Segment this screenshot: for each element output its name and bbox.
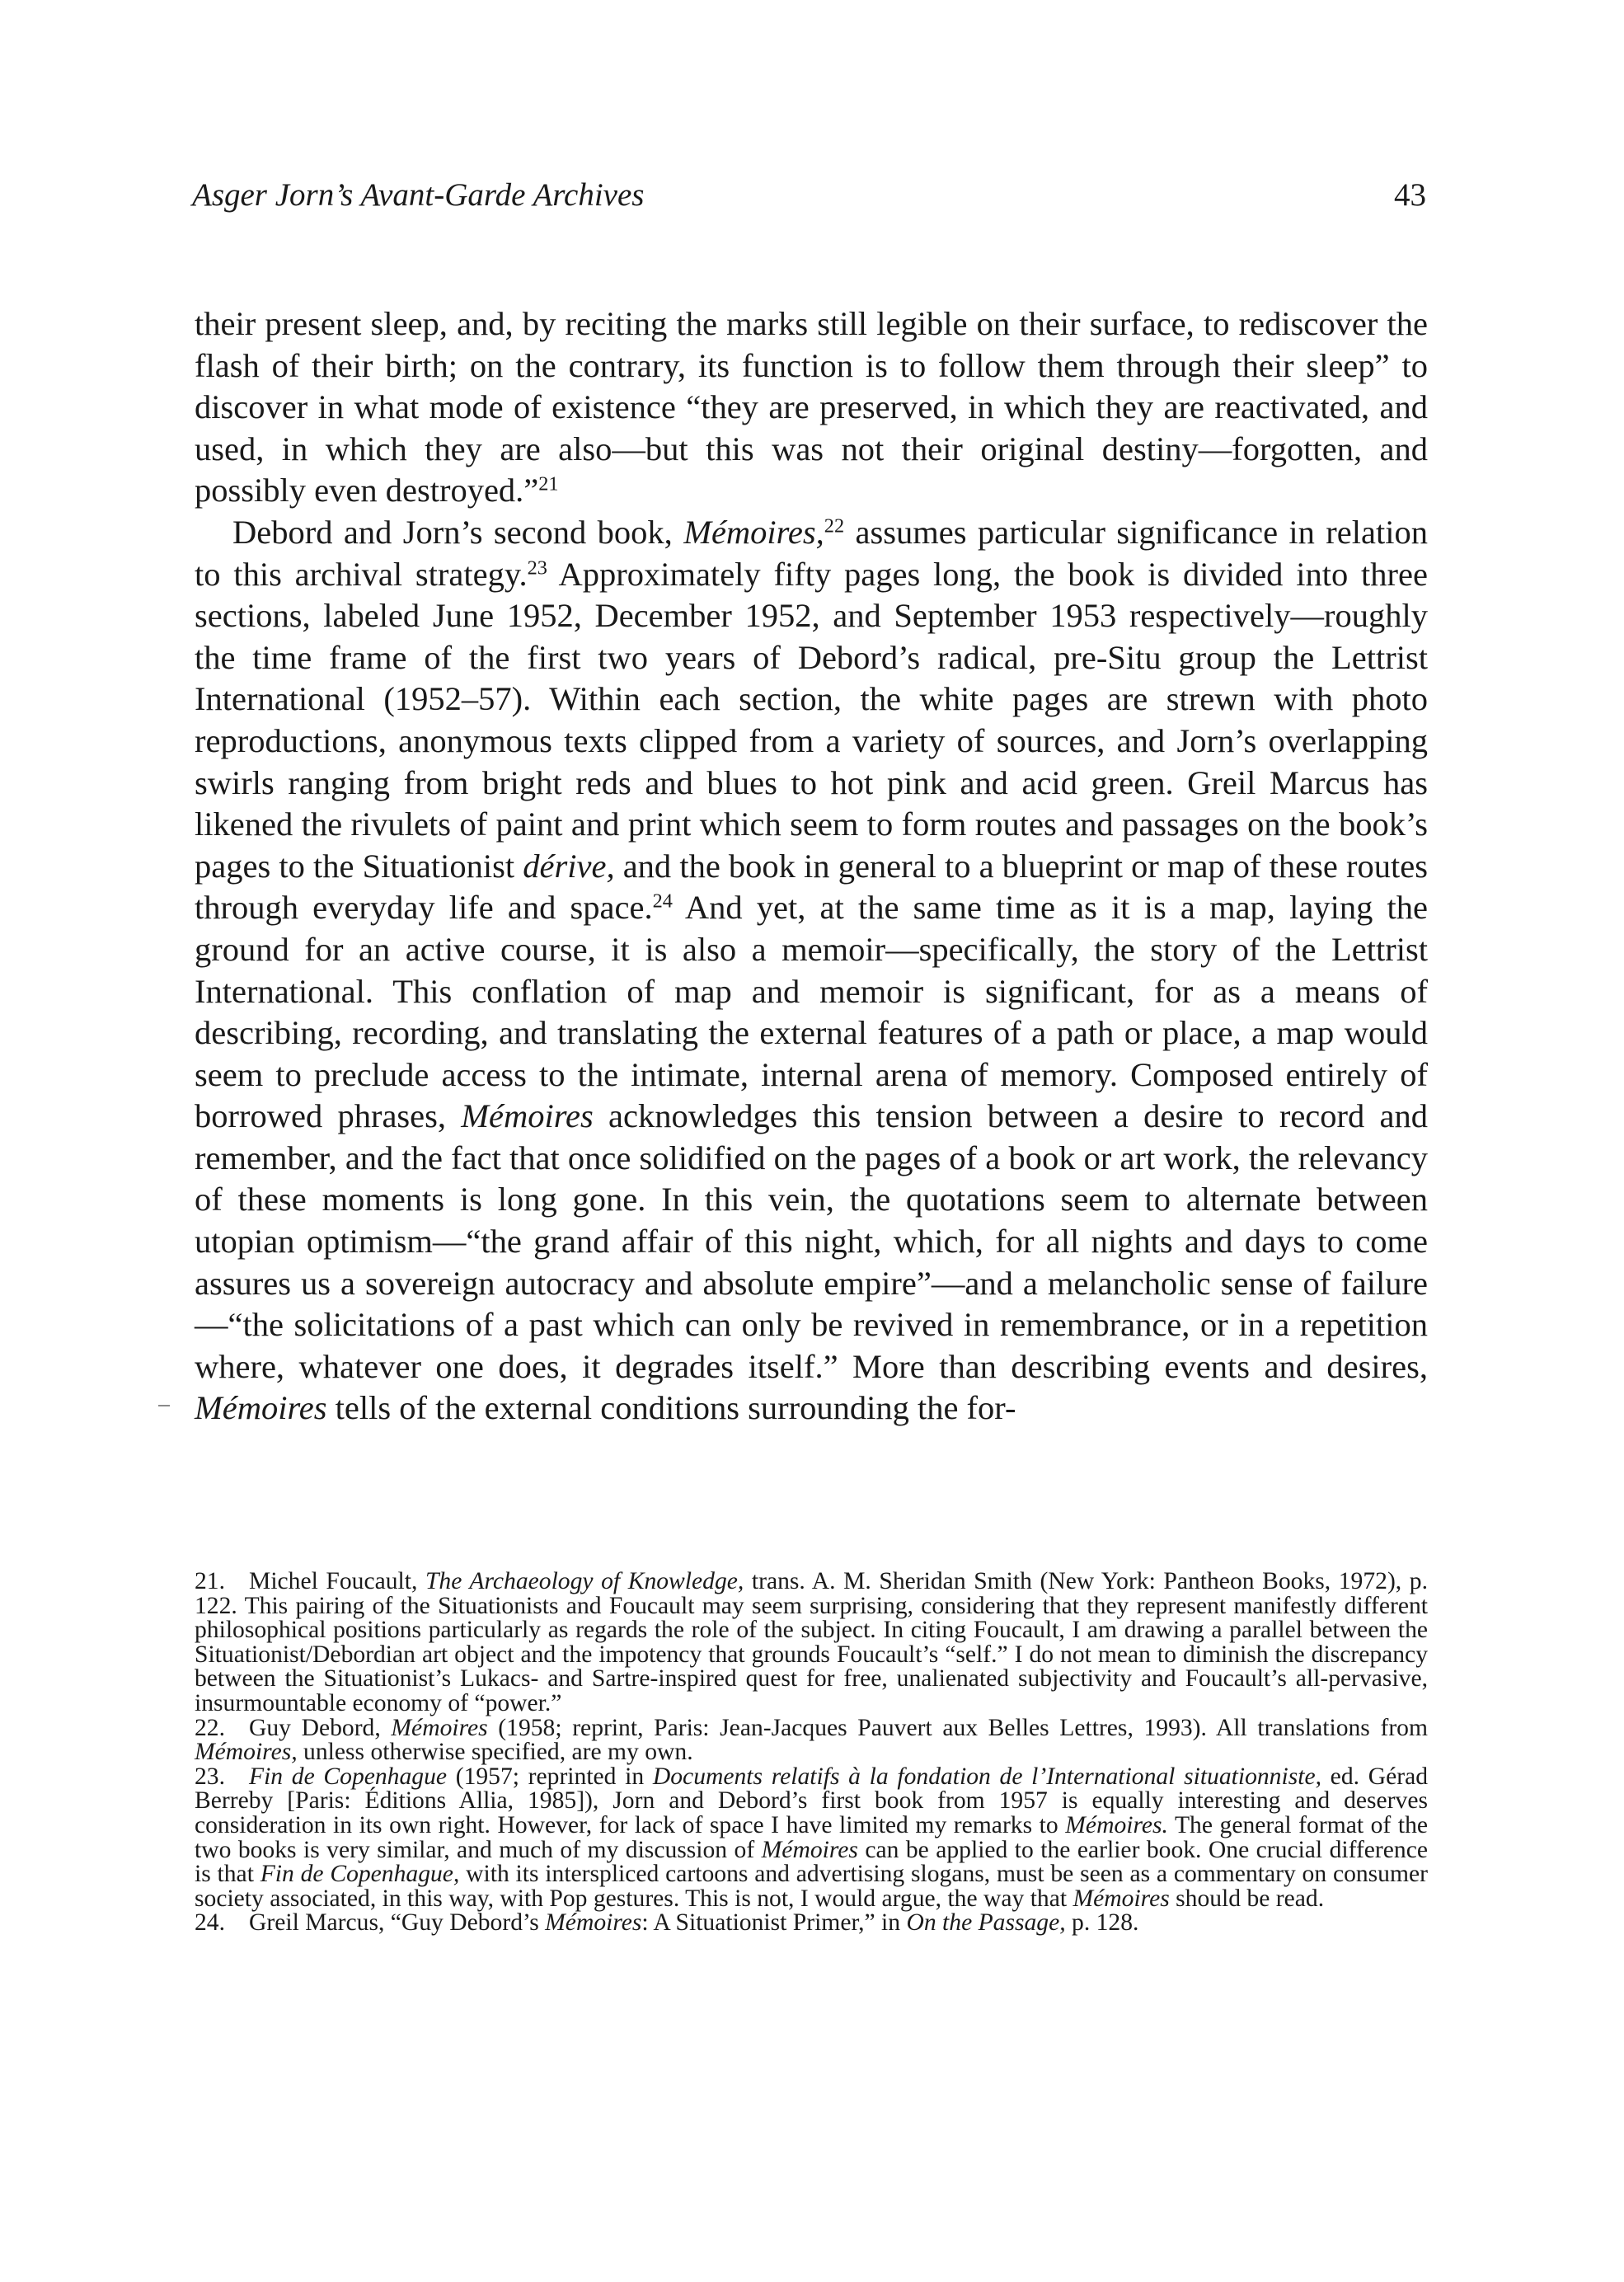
note-text: Guy Debord,: [249, 1714, 392, 1741]
note-italic: Documents relatifs à la fondation de l’International situationniste,: [652, 1763, 1321, 1790]
note-text: Michel Foucault,: [249, 1568, 425, 1594]
text-run: their present sleep, and, by reciting the marks still legible on their surface, to rediscover the flash of their birth; on the contrary, its function is to follow them through their sleep” to discover in what mode of existence “they are preserved, in which they are reactivated, and used, in which they are also—but this was not their original destiny—forgotten, and possibly even destroyed.”: [195, 305, 1428, 509]
italic-term: dérive,: [523, 847, 615, 885]
main-text: [195, 303, 1428, 1430]
footnote-21: [195, 1570, 1428, 1716]
text-run: Debord and Jorn’s second book,: [232, 513, 684, 551]
note-italic: Mémoires.: [1065, 1811, 1168, 1838]
footnotes: [195, 1570, 1428, 1936]
running-title: Asger Jorn’s Avant-Garde Archives: [192, 177, 645, 213]
note-italic: Fin de Copenhague,: [260, 1861, 460, 1888]
note-text: with its interspliced cartoons and advertising slogans, must be seen as a commentary on consumer society associated, in this way, with Pop gestures. This is not, I would argue, the way that: [195, 1861, 1428, 1912]
footnote-22: [195, 1716, 1428, 1765]
note-text: p. 128.: [1065, 1909, 1139, 1937]
note-text: trans. A. M. Sheridan Smith (New York: Pantheon Books, 1972), p. 122. This pairing of the Situationists and Foucault may seem surprising, considering that they represent manifestly different philosophical positions particularly as regards the role of the subject. In citing Foucault, I am drawing a parallel between the Situationist/Debordian art object and the impotency that grounds Foucault’s “self.” I do not mean to diminish the discrepancy between the Situationist’s Lukacs- and Sartre-inspired quest for free, unalienated subjectivity and Foucault’s all-pervasive, insurmountable economy of “power.”: [195, 1568, 1428, 1716]
footnote-ref-21: 21: [538, 473, 559, 496]
footnote-number: 22.: [195, 1714, 225, 1741]
note-italic: Mémoires,: [195, 1739, 298, 1766]
note-italic: Mémoires: [391, 1714, 488, 1741]
note-italic: Fin de Copenhague: [249, 1763, 448, 1790]
note-italic: Mémoires: [1072, 1885, 1170, 1912]
note-text: unless otherwise specified, are my own.: [297, 1739, 693, 1766]
note-text: : A Situationist Primer,” in: [641, 1909, 907, 1937]
page-number: 43: [1394, 177, 1426, 213]
running-head: [192, 176, 1426, 214]
note-italic: On the Passage,: [906, 1909, 1066, 1937]
note-text: ed. Gérad Berreby [Paris: Éditions Allia, 1985]), Jorn and Debord’s first book from 1957 is equally interesting and deserves consideration in its own right. However, for lack of space I have limited my remarks to: [195, 1763, 1428, 1838]
note-italic: The Archaeology of Knowledge,: [425, 1568, 744, 1594]
italic-title: Mémoires: [195, 1389, 327, 1427]
text-run: assumes particular significance in relation to this archival strategy.: [195, 513, 1428, 593]
footnote-ref-23: 23: [527, 556, 547, 580]
note-italic: Mémoires: [761, 1836, 858, 1863]
paragraph-1: [195, 303, 1428, 512]
note-text: (1958; reprint, Paris: Jean-Jacques Pauvert aux Belles Lettres, 1993). All translations from: [487, 1714, 1428, 1741]
paragraph-2: [195, 512, 1428, 1430]
footnote-24: [195, 1911, 1428, 1936]
text-run: And yet, at the same time as it is a map, laying the ground for an active course, it is also a memoir—specifically, the story of the Lettrist International. This conflation of map and memoir is significant, for as a means of describing, recording, and translating the external features of a path or place, a map would seem to preclude access to the intimate, internal arena of memory. Composed entirely of borrowed phrases,: [195, 889, 1428, 1135]
italic-title: Mémoires,: [683, 513, 824, 551]
note-italic: Mémoires: [545, 1909, 642, 1937]
margin-mark: [158, 1405, 170, 1406]
note-text: can be applied to the earlier book. One crucial difference is that: [195, 1836, 1428, 1888]
footnote-number: 24.: [195, 1909, 225, 1937]
note-text: should be read.: [1169, 1885, 1325, 1912]
note-text: Greil Marcus, “Guy Debord’s: [249, 1909, 546, 1937]
footnote-number: 21.: [195, 1568, 225, 1594]
text-run: tells of the external conditions surrounding the for-: [326, 1389, 1016, 1427]
footnote-ref-22: 22: [824, 514, 845, 538]
italic-title: Mémoires: [461, 1097, 594, 1135]
text-run: Approximately fifty pages long, the book is divided into three sections, labeled June 1952, December 1952, and September 1953 respectively—roughly the time frame of the first two years of Debord’s radical, pre-Situ group the Lettrist International (1952–57). Within each section, the white pages are strewn with photo reproductions, anonymous texts clipped from a variety of sources, and Jorn’s overlapping swirls ranging from bright reds and blues to hot pink and acid green. Greil Marcus has likened the rivulets of paint and print which seem to form routes and passages on the book’s pages to the Situationist: [195, 555, 1428, 885]
note-text: (1957; reprinted in: [447, 1763, 653, 1790]
footnote-number: 23.: [195, 1763, 225, 1790]
note-text: The general format of the two books is very similar, and much of my discussion of: [195, 1811, 1429, 1863]
text-run: acknowledges this tension between a desire to record and remember, and the fact that once solidified on the pages of a book or art work, the relevancy of these moments is long gone. In this vein, the quotations seem to alternate between utopian optimism—“the grand affair of this night, which, for all nights and days to come assures us a sovereign autocracy and absolute empire”—and a melancholic sense of failure—“the solicitations of a past which can only be revived in remembrance, or in a repetition where, whatever one does, it degrades itself.” More than describing events and desires,: [195, 1097, 1428, 1385]
text-run: and the book in general to a blueprint or map of these routes through everyday life and space.: [195, 847, 1428, 927]
footnote-23: [195, 1765, 1428, 1912]
footnote-ref-24: 24: [652, 890, 673, 913]
